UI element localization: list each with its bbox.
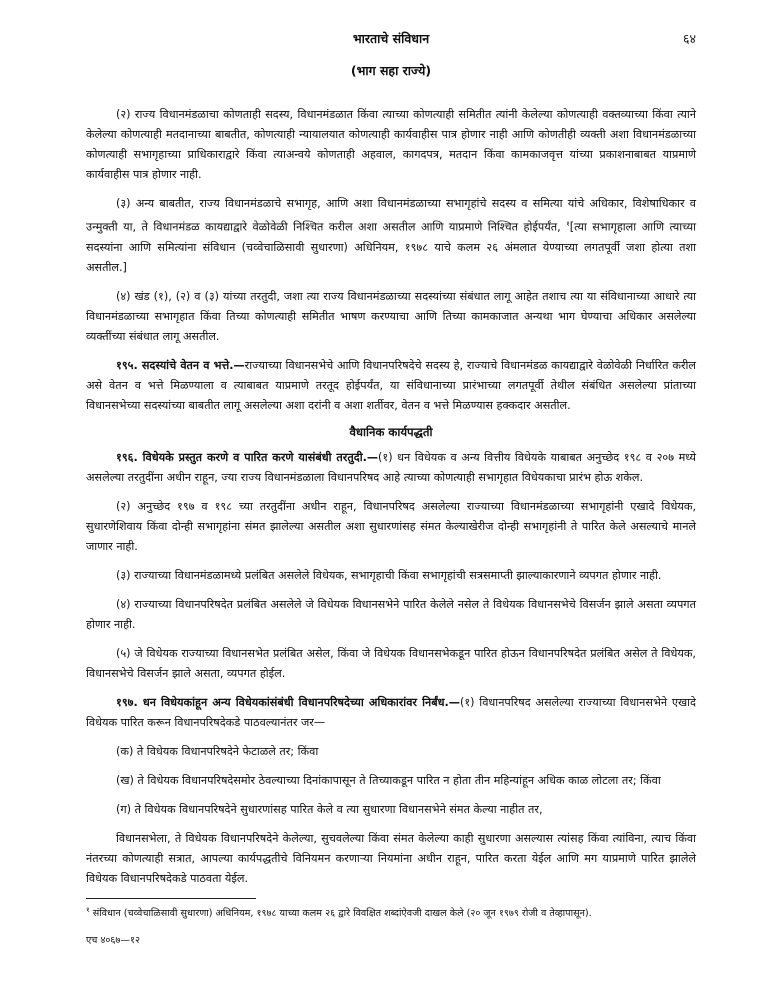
article-195-heading: १९५. सदस्यांचे वेतन व भत्ते.—	[116, 358, 245, 372]
footnote-number: १	[86, 905, 90, 914]
article-197-sub-ka: (क) ते विधेयक विधानपरिषदेने फेटाळले तर; किंवा	[116, 744, 319, 758]
page-header	[86, 0, 696, 54]
article-197-heading: १९७. धन विधेयकांहून अन्य विधेयकांसंबंधी विधानपरिषदेच्या अधिकारांवर निर्बंध.—	[116, 695, 460, 709]
print-code: एच ४०६७—१२	[86, 934, 140, 946]
article-195	[86, 356, 696, 416]
article-196-clause-3: (३) राज्याच्या विधानमंडळामध्ये प्रलंबित असलेले विधेयक, सभागृहाची किंवा सभागृहांची सत्रसमाप्ती झाल्याकारणाने व्यपगत होणार नाही.	[116, 568, 662, 582]
article-197-tail: विधानसभेला, ते विधेयक विधानपरिषदेने केलेल्या, सुचवलेल्या किंवा संमत केलेल्या काही सुधारणा असल्यास त्यांसह किंवा त्यांविना, त्याच किंवा नंतरच्या कोणत्याही सत्रात, आपल्या कार्यपद्धतीचे विनियमन करणाऱ्या नियमांना अधीन राहून, पारित करता येईल आणि मग याप्रमाणे पारित झालेले विधेयक विधानपरिषदेकडे पाठवता येईल.	[86, 831, 696, 885]
article-196-clause-4: (४) राज्याच्या विधानपरिषदेत प्रलंबित असलेले जे विधेयक विधानसभेने पारित केलेले नसेल ते विधेयक विधानसभेचे विसर्जन झाले असता व्यपगत होणार नाही.	[86, 597, 696, 631]
article-195-text: राज्याच्या विधानसभेचे आणि विधानपरिषदेचे सदस्य हे, राज्याचे विधानमंडळ कायद्याद्वारे वेळोवेळी निर्धारित करील असे वेतन व भत्ते मिळण्याला व त्याबाबत याप्रमाणे तरतूद होईपर्यंत, या संविधानाच्या प्रारंभाच्या लगतपूर्वी तेथील संबंधित असलेल्या प्रांताच्या विधानसभेच्या सदस्यांच्या बाबतीत लागू असलेल्या अशा दरांनी व अशा शर्तीवर, वेतन व भत्ते मिळण्यास हक्कदार असतील.	[86, 358, 697, 412]
footnote-divider	[86, 898, 256, 899]
page-number: ६४	[682, 31, 696, 46]
article-197	[86, 693, 696, 733]
article-197-text: (१) विधानपरिषद असलेल्या राज्याच्या विधानसभेने एखादे विधेयक पारित करून विधानपरिषदेकडे पाठवल्यानंतर जर—	[86, 695, 696, 729]
clause-3	[86, 194, 696, 278]
article-197-sub-ga: (ग) ते विधेयक विधानपरिषदेने सुधारणांसह पारित केले व त्या सुधारणा विधानसभेने संमत केल्या नाहीत तर,	[116, 802, 543, 816]
clause-3-amendment: [त्या सभागृहाला आणि त्याच्या सदस्यांना आणि समित्यांना संविधान (चव्वेचाळिसावी सुधारणा) अधिनियम, १९७८ याचे कलम २६ अंमलात येण्याच्या लगतपूर्वी जशा होत्या तशा असतील.]	[86, 220, 696, 274]
clause-3-text: (३) अन्य बाबतीत, राज्य विधानमंडळाचे सभागृह, आणि अशा विधानमंडळाच्या सभागृहांचे सदस्य व समित्या यांचे अधिकार, विशेषाधिकार व उन्मुक्ती या, ते विधानमंडळ कायद्याद्वारे वेळोवेळी निश्चित करील अशा असतील आणि याप्रमाणे निश्चित होईपर्यंत,	[86, 197, 696, 234]
footnote-text: संविधान (चव्वेचाळिसावी सुधारणा) अधिनियम, १९७८ याच्या कलम २६ द्वारे विवक्षित शब्दांऐवजी दाखल केले (२० जून १९७९ रोजी व तेव्हापासून).	[92, 907, 592, 919]
article-196	[86, 448, 696, 488]
page-title: भारताचे संविधान	[352, 31, 430, 46]
section-heading: वैधानिक कार्यपद्धती	[349, 424, 433, 439]
article-196-heading: १९६. विधेयके प्रस्तुत करणे व पारित करणे यासंबंधी तरतुदी.—	[116, 450, 379, 464]
footnote-marker: १	[566, 220, 570, 228]
clause-4: (४) खंड (१), (२) व (३) यांच्या तरतुदी, जशा त्या राज्य विधानमंडळाच्या सदस्यांच्या संबंधात लागू आहेत तशाच त्या या संविधानाच्या आधारे त्या विधानमंडळाच्या सभागृहात किंवा तिच्या कोणत्याही समितीत भाषण करण्याचा आणि तिच्या कामकाजात अन्यथा भाग घेण्याचा अधिकार असलेल्या व्यक्तींच्या संबंधात लागू असतील.	[86, 289, 696, 343]
part-subtitle: (भाग सहा राज्ये)	[350, 63, 432, 78]
article-196-clause-2: (२) अनुच्छेद १९७ व १९८ च्या तरतुदींना अधीन राहून, विधानपरिषद असलेल्या राज्याच्या विधानमंडळाच्या सभागृहांनी एखादे विधेयक, सुधारणेशिवाय किंवा दोन्ही सभागृहांना संमत झालेल्या असतील अशा सुधारणांसह संमत केल्याखेरीज दोन्ही सभागृहांनी ते पारित केले असल्याचे मानले जाणार नाही.	[86, 499, 696, 553]
article-196-text: (१) धन विधेयक व अन्य वित्तीय विधेयके याबाबत अनुच्छेद १९८ व २०७ मध्ये असलेल्या तरतुदींना अधीन राहून, ज्या राज्य विधानमंडळाला विधानपरिषद आहे त्याच्या कोणत्याही सभागृहात विधेयकाचा प्रारंभ होऊ शकेल.	[86, 450, 696, 484]
article-197-sub-kha: (ख) ते विधेयक विधानपरिषदेसमोर ठेवल्याच्या दिनांकापासून ते तिच्याकडून पारित न होता तीन महिन्यांहून अधिक काळ लोटला तर; किंवा	[116, 773, 661, 787]
clause-2: (२) राज्य विधानमंडळाचा कोणताही सदस्य, विधानमंडळात किंवा त्याच्या कोणत्याही समितीत त्यांनी केलेल्या कोणत्याही वक्तव्याच्या किंवा त्याने केलेल्या कोणत्याही मतदानाच्या बाबतीत, कोणत्याही न्यायालयात कोणत्याही कार्यवाहीस पात्र होणार नाही आणि कोणतीही व्यक्ती अशा विधानमंडळाच्या कोणत्याही सभागृहाच्या प्राधिकाराद्वारे किंवा त्याअन्वये कोणताही अहवाल, कागदपत्र, मतदान किंवा कामकाजवृत्त यांच्या प्रकाशनाबाबत याप्रमाणे कार्यवाहीस पात्र होणार नाही.	[86, 108, 696, 181]
article-196-clause-5: (५) जे विधेयक राज्याच्या विधानसभेत प्रलंबित असेल, किंवा जे विधेयक विधानसभेकडून पारित होऊन विधानपरिषदेत प्रलंबित असेल ते विधेयक, विधानसभेचे विसर्जन झाले असता, व्यपगत होईल.	[86, 646, 696, 680]
footnote	[86, 903, 696, 921]
